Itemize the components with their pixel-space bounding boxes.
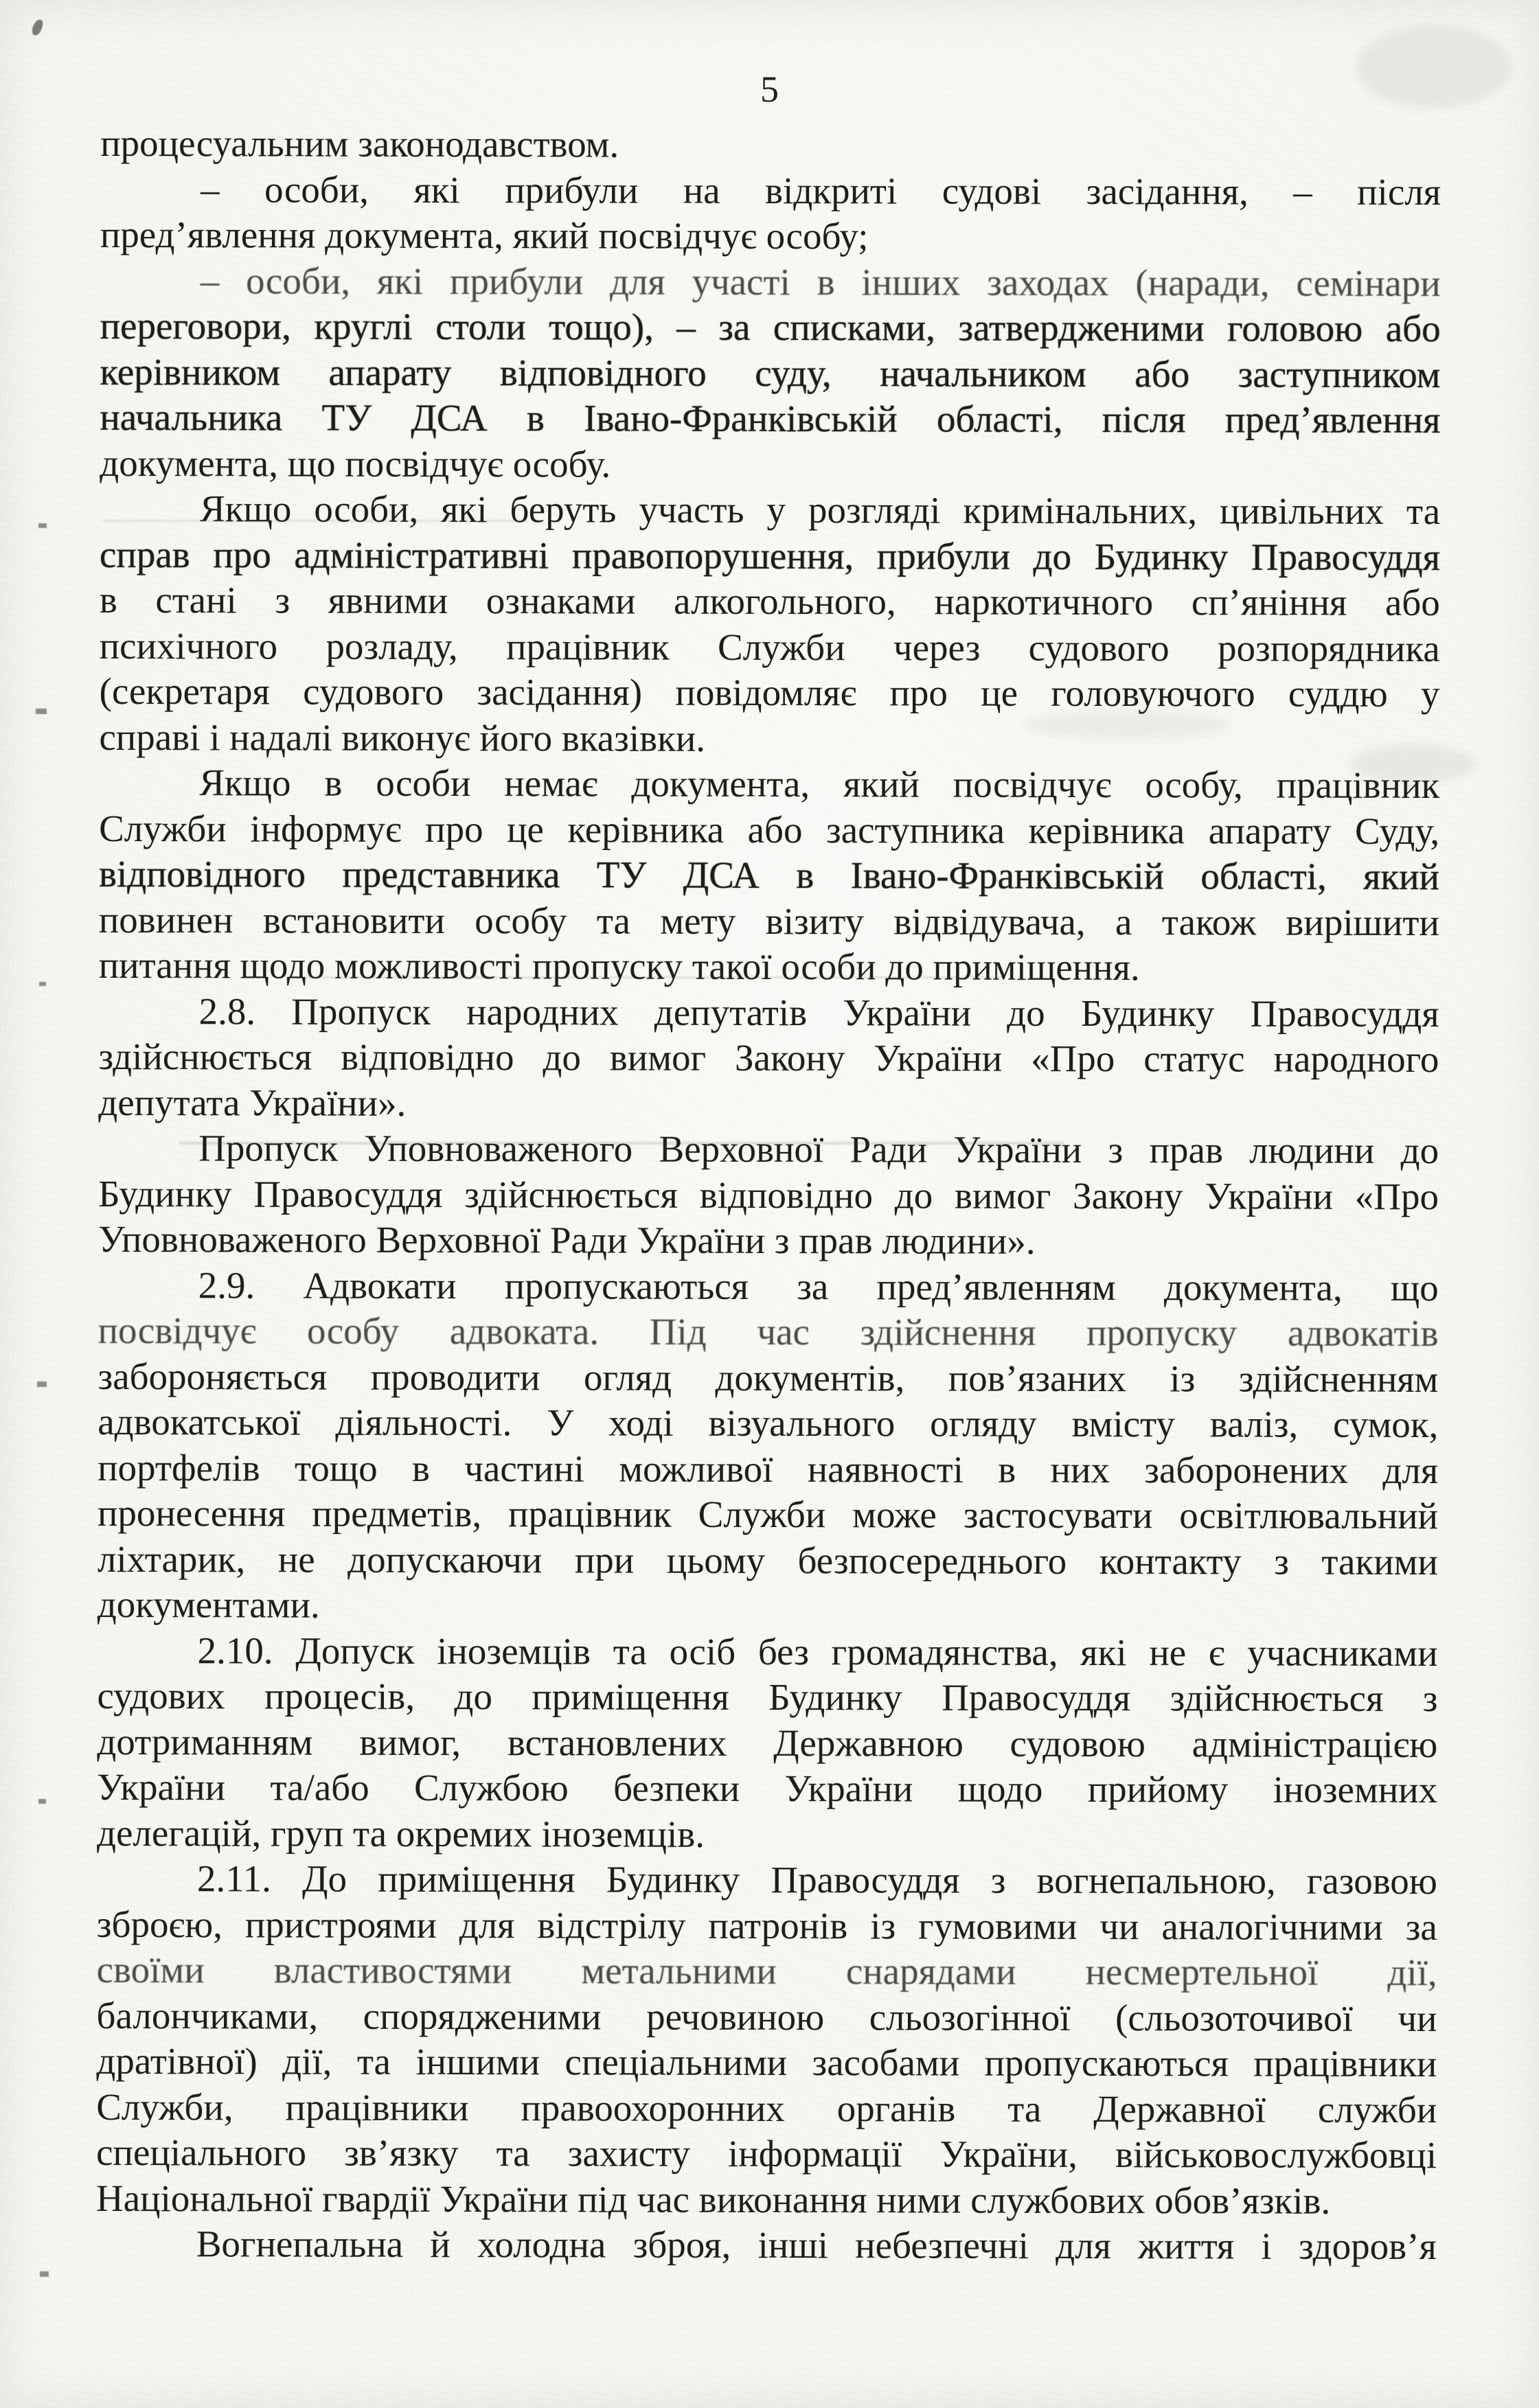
text-line: (секретаря судового засідання) повідомляє про це головуючого суддю у bbox=[99, 669, 1440, 715]
text-line: питання щодо можливості пропуску такої особи до приміщення. bbox=[98, 943, 1140, 989]
bullet-paragraph bbox=[100, 257, 1441, 489]
text-line: начальника ТУ ДСА в Івано-Франківській області, після пред’явлення bbox=[100, 395, 1441, 442]
text-line: своїми властивостями метальними снарядами несмертельної дії, bbox=[96, 1948, 1437, 1994]
text-line: ліхтарик, не допускаючи при цьому безпосереднього контакту з такими bbox=[97, 1537, 1438, 1583]
text-line: 2.10. Допуск іноземців та осіб без громадянства, які не є учасниками bbox=[197, 1629, 1438, 1674]
body-paragraph bbox=[99, 486, 1440, 763]
text-line: забороняється проводити огляд документів, пов’язаних із здійсненням bbox=[98, 1355, 1439, 1400]
text-line: пронесення предметів, працівник Служби може застосувати освітлювальний bbox=[97, 1491, 1439, 1537]
numbered-paragraph bbox=[96, 1856, 1437, 2224]
numbered-paragraph bbox=[97, 1627, 1438, 1859]
text-line: повинен встановити особу та мету візиту відвідувача, а також вирішити bbox=[98, 898, 1439, 943]
scan-edge-mark bbox=[37, 1381, 47, 1387]
ink-speck bbox=[31, 19, 45, 37]
text-line: документа, що посвідчує особу. bbox=[100, 442, 611, 485]
text-line: Уповноваженого Верховної Ради України з прав людини». bbox=[98, 1217, 1036, 1262]
body-paragraph bbox=[98, 1125, 1439, 1265]
text-line: делегацій, груп та окремих іноземців. bbox=[96, 1811, 705, 1855]
text-line: справі і надалі виконує його вказівки. bbox=[99, 715, 706, 759]
body-paragraph bbox=[99, 760, 1440, 991]
scan-edge-mark bbox=[36, 709, 47, 714]
text-line: посвідчує особу адвоката. Під час здійснення пропуску адвокатів bbox=[98, 1309, 1439, 1355]
continuation-paragraph bbox=[100, 121, 1441, 170]
text-line: Пропуск Уповноваженого Верховної Ради України з прав людини до bbox=[198, 1127, 1439, 1172]
text-line: Служби, працівники правоохоронних органів та Державної служби bbox=[96, 2085, 1437, 2131]
text-line: депутата України». bbox=[98, 1081, 407, 1124]
text-line: дотриманням вимог, встановлених Державною судовою адміністрацією bbox=[97, 1720, 1438, 1765]
scan-edge-mark bbox=[39, 982, 46, 986]
text-line: здійснюється відповідно до вимог Закону України «Про статус народного bbox=[98, 1035, 1439, 1081]
numbered-paragraph bbox=[98, 1262, 1439, 1630]
text-line: 2.9. Адвокати пропускаються за пред’явленням документа, що bbox=[198, 1263, 1439, 1309]
text-line: Національної гвардії України під час виконання ними службових обов’язків. bbox=[95, 2177, 1331, 2222]
scan-streak bbox=[179, 1142, 1064, 1145]
page-number: 5 bbox=[760, 69, 779, 110]
text-line: балончиками, спорядженими речовиною сльозогінної (сльозоточивої чи bbox=[96, 1994, 1437, 2039]
text-line: спеціального зв’язку та захисту інформації України, військовослужбовці bbox=[96, 2131, 1437, 2177]
scan-streak bbox=[103, 520, 529, 522]
text-line: адвокатської діяльності. У ході візуального огляду вмісту валіз, сумок, bbox=[98, 1400, 1439, 1446]
text-line: справ про адміністративні правопорушення, прибули до Будинку Правосуддя bbox=[99, 533, 1441, 578]
text-line: документами. bbox=[97, 1583, 320, 1626]
text-line: України та/або Службою безпеки України щодо прийому іноземних bbox=[97, 1765, 1438, 1811]
text-line: процесуальним законодавством. bbox=[100, 122, 619, 165]
text-line: портфелів тощо в частині можливої наявності в них заборонених для bbox=[98, 1446, 1439, 1491]
text-line: в стані з явними ознаками алкогольного, наркотичного сп’яніння або bbox=[99, 578, 1440, 624]
scan-edge-mark bbox=[38, 523, 47, 528]
numbered-paragraph bbox=[98, 988, 1439, 1128]
text-line: 2.11. До приміщення Будинку Правосуддя з вогнепальною, газовою bbox=[196, 1857, 1437, 1903]
scan-edge-mark bbox=[38, 1799, 46, 1804]
text-line: Служби інформує про це керівника або заступника керівника апарату Суду, bbox=[99, 807, 1440, 852]
text-line: 2.8. Пропуск народних депутатів України до Будинку Правосуддя bbox=[198, 989, 1439, 1035]
text-line: Якщо в особи немає документа, який посвідчує особу, працівник bbox=[199, 761, 1440, 807]
bullet-paragraph bbox=[100, 166, 1441, 260]
text-line: зброєю, пристроями для відстрілу патронів із гумовими чи аналогічними за bbox=[96, 1903, 1437, 1948]
text-line: Вогнепальна й холодна зброя, інші небезпечні для життя і здоров’я bbox=[196, 2223, 1437, 2268]
scan-streak bbox=[288, 976, 1003, 978]
scan-edge-mark bbox=[40, 2271, 49, 2277]
text-line: дратівної) дії, та іншими спеціальними засобами пропускаються працівники bbox=[96, 2039, 1437, 2085]
body-paragraph bbox=[96, 2221, 1437, 2270]
text-line: Якщо особи, які беруть участь у розгляді кримінальних, цивільних та bbox=[200, 488, 1441, 533]
text-line: Будинку Правосуддя здійснюється відповідно до вимог Закону України «Про bbox=[98, 1172, 1439, 1217]
text-line: судових процесів, до приміщення Будинку Правосуддя здійснюється з bbox=[97, 1674, 1438, 1720]
text-line: переговори, круглі столи тощо), – за списками, затвердженими головою або bbox=[100, 304, 1441, 350]
document-body bbox=[96, 121, 1441, 2270]
text-line: – особи, які прибули на відкриті судові засідання, – після bbox=[201, 168, 1441, 213]
text-line: відповідного представника ТУ ДСА в Івано-Франківській області, який bbox=[98, 852, 1440, 898]
text-line: керівником апарату відповідного суду, начальником або заступником bbox=[100, 350, 1441, 395]
text-line: психічного розладу, працівник Служби через судового розпорядника bbox=[99, 624, 1440, 669]
text-line: – особи, які прибули для участі в інших заходах (наради, семінари bbox=[200, 259, 1441, 304]
text-line: пред’явлення документа, який посвідчує особу; bbox=[100, 213, 869, 257]
